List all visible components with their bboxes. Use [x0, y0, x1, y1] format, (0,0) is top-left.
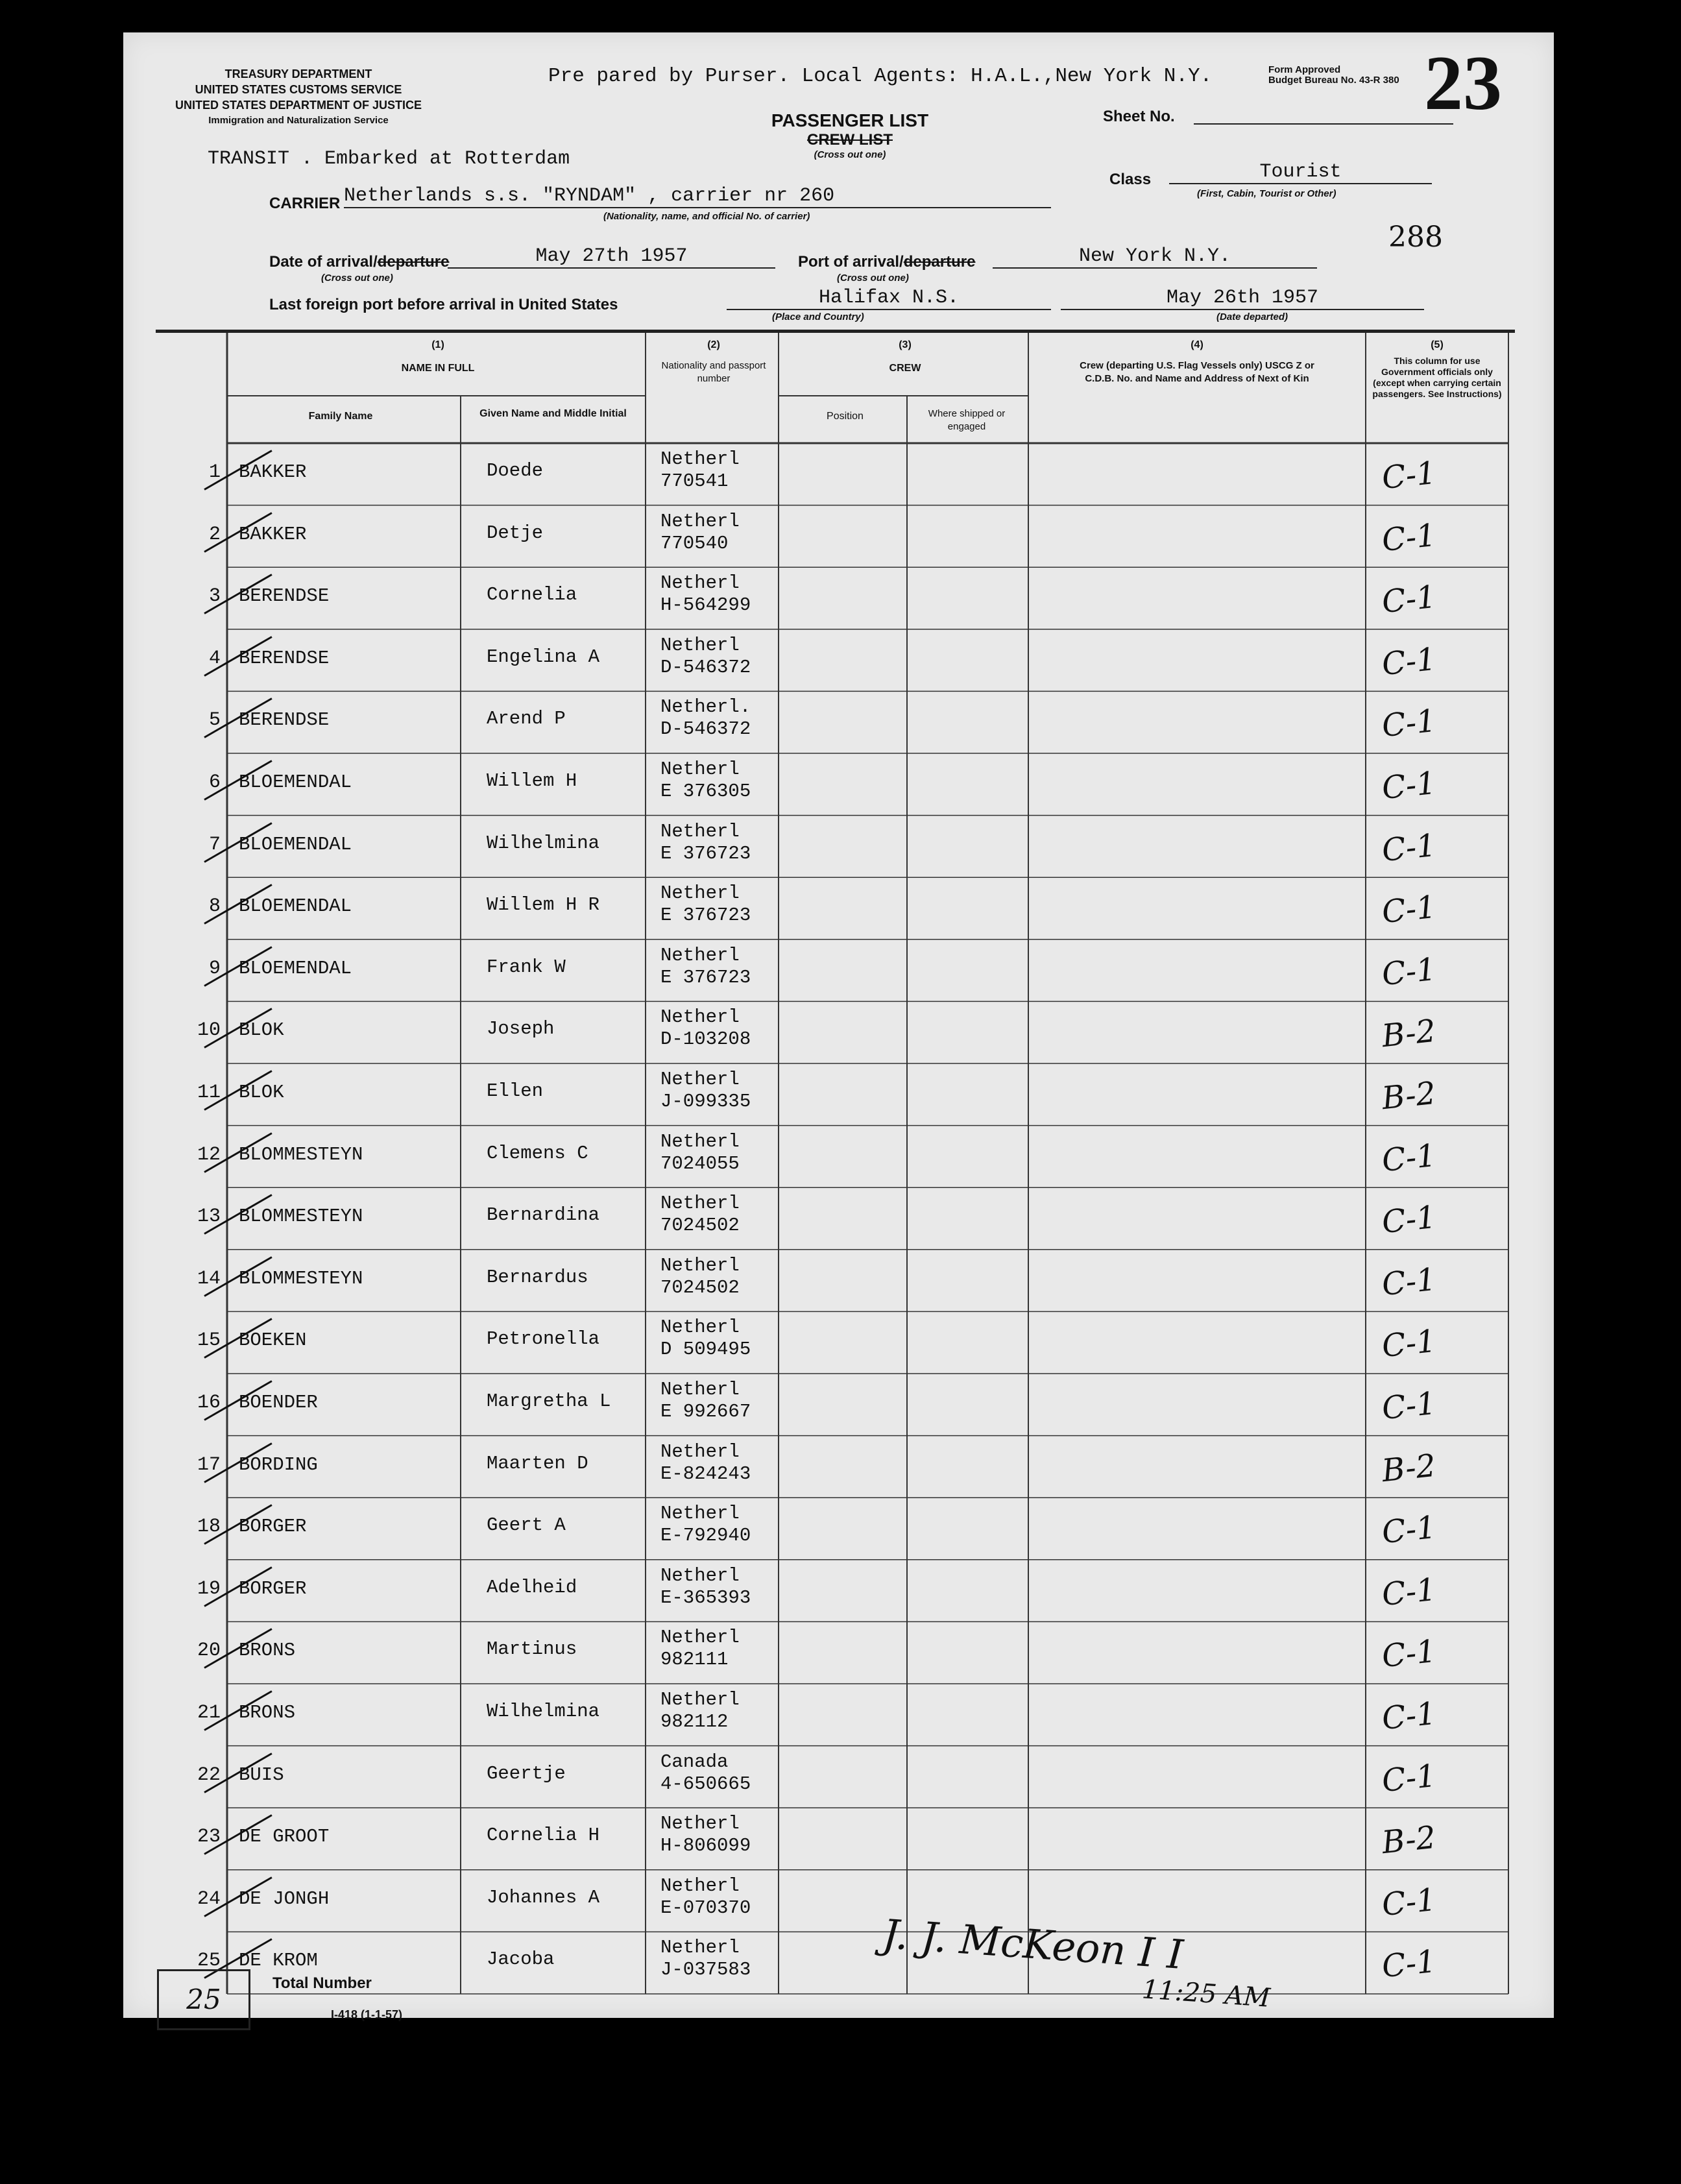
- given-name: Adelheid: [487, 1576, 577, 1598]
- date-arrival-value: May 27th 1957: [448, 245, 775, 269]
- row-number: 1: [208, 461, 221, 483]
- row-number: 10: [197, 1019, 221, 1042]
- nationality: Netherl: [660, 820, 740, 842]
- row-number: 9: [208, 957, 221, 980]
- row-number: 22: [197, 1764, 221, 1786]
- given-name: Detje: [487, 522, 544, 544]
- row-number: 19: [197, 1577, 221, 1600]
- table-row: [123, 505, 1554, 568]
- passport-number: J-037583: [660, 1959, 751, 1981]
- passport-number: 982111: [660, 1649, 729, 1671]
- status-code: C-1: [1380, 640, 1438, 683]
- status-code: C-1: [1380, 1943, 1438, 1985]
- status-code: C-1: [1380, 888, 1438, 931]
- table-row: [123, 567, 1554, 629]
- status-code: C-1: [1380, 1198, 1438, 1241]
- nationality: Netherl: [660, 1627, 740, 1649]
- given-name: Willem H: [487, 770, 577, 792]
- passport-number: 7024502: [660, 1276, 740, 1298]
- port-cross-caption: (Cross out one): [837, 273, 909, 284]
- col4-number: (4): [1191, 339, 1203, 350]
- row-number: 7: [208, 833, 221, 856]
- given-name: Cornelia: [487, 584, 577, 606]
- row-number: 20: [197, 1640, 221, 1662]
- table-row: [123, 1621, 1554, 1684]
- date-cross-caption: (Cross out one): [321, 273, 393, 284]
- family-name: DE GROOT: [239, 1826, 330, 1848]
- row-number: 12: [197, 1143, 221, 1166]
- passport-number: E-365393: [660, 1586, 751, 1608]
- passport-number: D 509495: [660, 1339, 751, 1361]
- nationality: Netherl: [660, 448, 740, 470]
- given-name: Wilhelmina: [487, 832, 600, 854]
- status-code: C-1: [1380, 1261, 1438, 1304]
- class-value: Tourist: [1169, 161, 1432, 184]
- row-number: 14: [197, 1267, 221, 1290]
- col1-number: (1): [431, 339, 444, 350]
- nationality: Netherl: [660, 1379, 740, 1400]
- family-name: BRONS: [239, 1702, 296, 1723]
- table-row: [123, 1250, 1554, 1312]
- table-row: [123, 1311, 1554, 1374]
- family-name: DE KROM: [239, 1950, 318, 1972]
- last-port-caption: (Place and Country): [772, 311, 864, 322]
- agency-line: UNITED STATES CUSTOMS SERVICE: [195, 83, 402, 96]
- given-name: Arend P: [487, 708, 566, 730]
- carrier-caption: (Nationality, name, and official No. of carrier): [603, 211, 810, 222]
- table-row: [123, 1374, 1554, 1436]
- passport-number: 4-650665: [660, 1773, 751, 1795]
- table-row: [123, 443, 1554, 505]
- passport-number: J-099335: [660, 1091, 751, 1112]
- prepared-by: Pre pared by Purser. Local Agents: H.A.L.,New York N.Y.: [548, 65, 1213, 88]
- given-name: Geert A: [487, 1514, 566, 1536]
- row-number: 2: [208, 523, 221, 546]
- given-name: Willem H R: [487, 894, 600, 916]
- given-name: Joseph: [487, 1018, 555, 1040]
- passenger-rows: [123, 32, 1554, 2018]
- passenger-list-title: PASSENGER LIST: [771, 110, 929, 130]
- family-name: BORGER: [239, 1577, 307, 1599]
- cross-out-caption: (Cross out one): [814, 149, 886, 160]
- table-row: [123, 691, 1554, 753]
- given-name: Cornelia H: [487, 1825, 600, 1847]
- date-label-struck: departure: [377, 253, 450, 271]
- family-name: BERENDSE: [239, 647, 330, 669]
- nationality: Netherl: [660, 1316, 740, 1339]
- nationality: Netherl: [660, 510, 740, 532]
- last-port-label: Last foreign port before arrival in United States: [269, 296, 618, 313]
- handwritten-number: 288: [1388, 221, 1443, 254]
- nationality: Netherl: [660, 882, 740, 904]
- family-name: BOEKEN: [239, 1329, 307, 1352]
- nationality: Netherl: [660, 1440, 740, 1462]
- passport-number: 770541: [660, 470, 729, 492]
- row-number: 8: [208, 895, 221, 918]
- given-name: Johannes A: [487, 1886, 600, 1908]
- table-row: [123, 1560, 1554, 1622]
- passport-number: E 992667: [660, 1401, 751, 1422]
- passport-number: 982112: [660, 1711, 729, 1732]
- given-name-head: Given Name and Middle Initial: [479, 408, 627, 419]
- row-number: 16: [197, 1392, 221, 1414]
- family-name: BLOK: [239, 1082, 284, 1103]
- row-number: 5: [208, 709, 221, 732]
- table-row: [123, 1870, 1554, 1932]
- given-name: Margretha L: [487, 1390, 611, 1412]
- status-code: C-1: [1380, 516, 1438, 559]
- budget-bureau-label: Budget Bureau No. 43-R 380: [1268, 75, 1399, 86]
- passport-number: 770540: [660, 532, 729, 554]
- row-number: 15: [197, 1329, 221, 1352]
- col4-title: Crew (departing U.S. Flag Vessels only) USCG Z or C.D.B. No. and Name and Address of Next of Kin: [1080, 360, 1314, 384]
- passport-number: E 376305: [660, 781, 751, 802]
- row-number: 4: [208, 647, 221, 670]
- table-row: [123, 629, 1554, 692]
- given-name: Geertje: [487, 1762, 566, 1784]
- row-number: 23: [197, 1826, 221, 1849]
- family-name: BOENDER: [239, 1392, 318, 1413]
- family-name: BLOEMENDAL: [239, 771, 352, 793]
- given-name: Bernardina: [487, 1204, 600, 1226]
- sheet-label: Sheet No.: [1103, 108, 1175, 125]
- agency-line: Immigration and Naturalization Service: [208, 115, 389, 126]
- nationality: Netherl: [660, 1006, 740, 1028]
- family-name: BLOMMESTEYN: [239, 1206, 363, 1228]
- given-name: Clemens C: [487, 1142, 588, 1164]
- date-departed-caption: (Date departed): [1216, 311, 1288, 322]
- row-number: 25: [197, 1950, 221, 1972]
- carrier-value: Netherlands s.s. "RYNDAM" , carrier nr 260: [344, 185, 1051, 208]
- passport-number: H-564299: [660, 594, 751, 616]
- table-row: [123, 1746, 1554, 1808]
- crew-list-struck: CREW LIST: [807, 131, 893, 149]
- col3-title: CREW: [889, 363, 921, 374]
- family-name: BORGER: [239, 1516, 307, 1538]
- given-name: Maarten D: [487, 1452, 588, 1474]
- status-code: B-2: [1380, 1074, 1438, 1117]
- table-row: [123, 877, 1554, 940]
- family-name: BORDING: [239, 1453, 318, 1475]
- passport-number: D-103208: [660, 1028, 751, 1050]
- nationality: Netherl: [660, 572, 740, 594]
- table-row: [123, 1126, 1554, 1188]
- nationality: Netherl: [660, 944, 740, 966]
- passport-number: D-546372: [660, 656, 751, 678]
- passport-number: 7024502: [660, 1215, 740, 1237]
- status-code: C-1: [1380, 1571, 1438, 1614]
- status-code: C-1: [1380, 1633, 1438, 1675]
- family-name: BERENDSE: [239, 585, 330, 607]
- port-label-struck: departure: [903, 253, 976, 271]
- given-name: Frank W: [487, 956, 566, 978]
- passport-number: D-546372: [660, 718, 751, 740]
- port-arrival-value: New York N.Y.: [993, 245, 1317, 269]
- passport-number: 7024055: [660, 1152, 740, 1174]
- row-number: 24: [197, 1887, 221, 1910]
- nationality: Netherl: [660, 1875, 740, 1897]
- nationality: Canada: [660, 1751, 729, 1773]
- family-name: BLOEMENDAL: [239, 833, 352, 855]
- agency-line: UNITED STATES DEPARTMENT OF JUSTICE: [175, 99, 422, 112]
- col2-number: (2): [707, 339, 720, 350]
- total-label: Total Number: [272, 1974, 372, 1992]
- status-code: C-1: [1380, 1881, 1438, 1924]
- given-name: Ellen: [487, 1080, 544, 1102]
- nationality: Netherl: [660, 1254, 740, 1276]
- passport-number: H-806099: [660, 1835, 751, 1857]
- total-value: 25: [186, 1984, 221, 2015]
- nationality: Netherl: [660, 1069, 740, 1090]
- given-name: Jacoba: [487, 1948, 555, 1971]
- status-code: C-1: [1380, 703, 1438, 745]
- table-row: [123, 940, 1554, 1002]
- table-row: [123, 1063, 1554, 1126]
- row-number: 6: [208, 771, 221, 794]
- status-code: C-1: [1380, 1323, 1438, 1365]
- col3-number: (3): [899, 339, 912, 350]
- passport-number: E-792940: [660, 1525, 751, 1547]
- family-name: DE JONGH: [239, 1887, 330, 1910]
- nationality: Netherl: [660, 1813, 740, 1835]
- row-number: 17: [197, 1453, 221, 1476]
- status-code: C-1: [1380, 1385, 1438, 1427]
- family-name: BAKKER: [239, 461, 307, 483]
- family-name: BERENDSE: [239, 709, 330, 731]
- status-code: C-1: [1380, 1757, 1438, 1799]
- col5-number: (5): [1431, 339, 1444, 350]
- table-row: [123, 1684, 1554, 1746]
- status-code: C-1: [1380, 1695, 1438, 1738]
- col1-title: NAME IN FULL: [401, 363, 475, 374]
- given-name: Martinus: [487, 1638, 577, 1660]
- status-code: C-1: [1380, 951, 1438, 993]
- status-code: C-1: [1380, 578, 1438, 621]
- table-row: [123, 1808, 1554, 1870]
- given-name: Petronella: [487, 1328, 600, 1350]
- status-code: C-1: [1380, 454, 1438, 497]
- position-head: Position: [827, 411, 864, 422]
- status-code: C-1: [1380, 764, 1438, 807]
- passport-number: E-070370: [660, 1897, 751, 1919]
- nationality: Netherl: [660, 1503, 740, 1525]
- table-row: [123, 1498, 1554, 1560]
- nationality: Netherl: [660, 1130, 740, 1152]
- col5-title: This column for use Government officials only (except when carrying certain passengers. See Instructions): [1372, 356, 1502, 399]
- passport-number: E 376723: [660, 904, 751, 927]
- row-number: 3: [208, 585, 221, 608]
- status-code: C-1: [1380, 827, 1438, 869]
- given-name: Doede: [487, 460, 544, 481]
- nationality: Netherl: [660, 758, 740, 780]
- table-row: [123, 753, 1554, 816]
- manifest-page: [123, 32, 1554, 2021]
- family-name: BLOMMESTEYN: [239, 1143, 363, 1165]
- family-name: BLOMMESTEYN: [239, 1267, 363, 1289]
- passport-number: E 376723: [660, 966, 751, 988]
- nationality: Netherl: [660, 634, 740, 656]
- status-code: C-1: [1380, 1137, 1438, 1179]
- passport-number: E 376723: [660, 842, 751, 864]
- row-number: 13: [197, 1206, 221, 1228]
- table-row: [123, 1436, 1554, 1498]
- form-approved-label: Form Approved: [1268, 64, 1341, 75]
- status-code: B-2: [1380, 1447, 1438, 1489]
- family-name: BUIS: [239, 1764, 284, 1786]
- carrier-label: CARRIER: [269, 195, 341, 212]
- passport-number: E-824243: [660, 1462, 751, 1485]
- table-row: [123, 1001, 1554, 1063]
- total-box: [157, 1969, 250, 2030]
- transit-line: TRANSIT . Embarked at Rotterdam: [208, 148, 570, 170]
- class-label: Class: [1109, 171, 1152, 188]
- form-number: I-418 (1-1-57): [331, 2008, 403, 2021]
- port-label-a: Port of arrival/: [798, 253, 904, 271]
- nationality: Netherl: [660, 1564, 740, 1586]
- col2-title: Nationality and passport number: [661, 360, 766, 384]
- nationality: Netherl: [660, 1689, 740, 1710]
- status-code: C-1: [1380, 1509, 1438, 1551]
- sheet-number-stamp: 23: [1424, 40, 1502, 126]
- last-port-value: Halifax N.S.: [727, 287, 1051, 310]
- where-shipped-head: Where shipped or engaged: [928, 408, 1006, 432]
- given-name: Wilhelmina: [487, 1701, 600, 1722]
- agency-line: TREASURY DEPARTMENT: [224, 67, 372, 80]
- officer-signature: J. J. McKeon I I: [881, 1910, 1185, 1979]
- family-name: BAKKER: [239, 523, 307, 545]
- signature-time: 11:25 AM: [1141, 1974, 1272, 2013]
- nationality: Netherl: [660, 1937, 740, 1959]
- nationality: Netherl: [660, 1193, 740, 1215]
- family-name: BLOK: [239, 1019, 284, 1041]
- given-name: Bernardus: [487, 1266, 588, 1288]
- class-caption: (First, Cabin, Tourist or Other): [1197, 188, 1336, 199]
- status-code: B-2: [1380, 1013, 1438, 1055]
- row-number: 21: [197, 1702, 221, 1724]
- status-code: B-2: [1380, 1819, 1438, 1862]
- family-name-head: Family Name: [308, 411, 373, 422]
- family-name: BRONS: [239, 1640, 296, 1662]
- family-name: BLOEMENDAL: [239, 895, 352, 917]
- nationality: Netherl.: [660, 696, 751, 718]
- date-departed-value: May 26th 1957: [1061, 287, 1424, 310]
- date-label-a: Date of arrival/: [269, 253, 378, 271]
- row-number: 18: [197, 1516, 221, 1538]
- family-name: BLOEMENDAL: [239, 957, 352, 979]
- table-row: [123, 1187, 1554, 1250]
- row-number: 11: [197, 1082, 221, 1104]
- table-row: [123, 816, 1554, 878]
- given-name: Engelina A: [487, 646, 600, 668]
